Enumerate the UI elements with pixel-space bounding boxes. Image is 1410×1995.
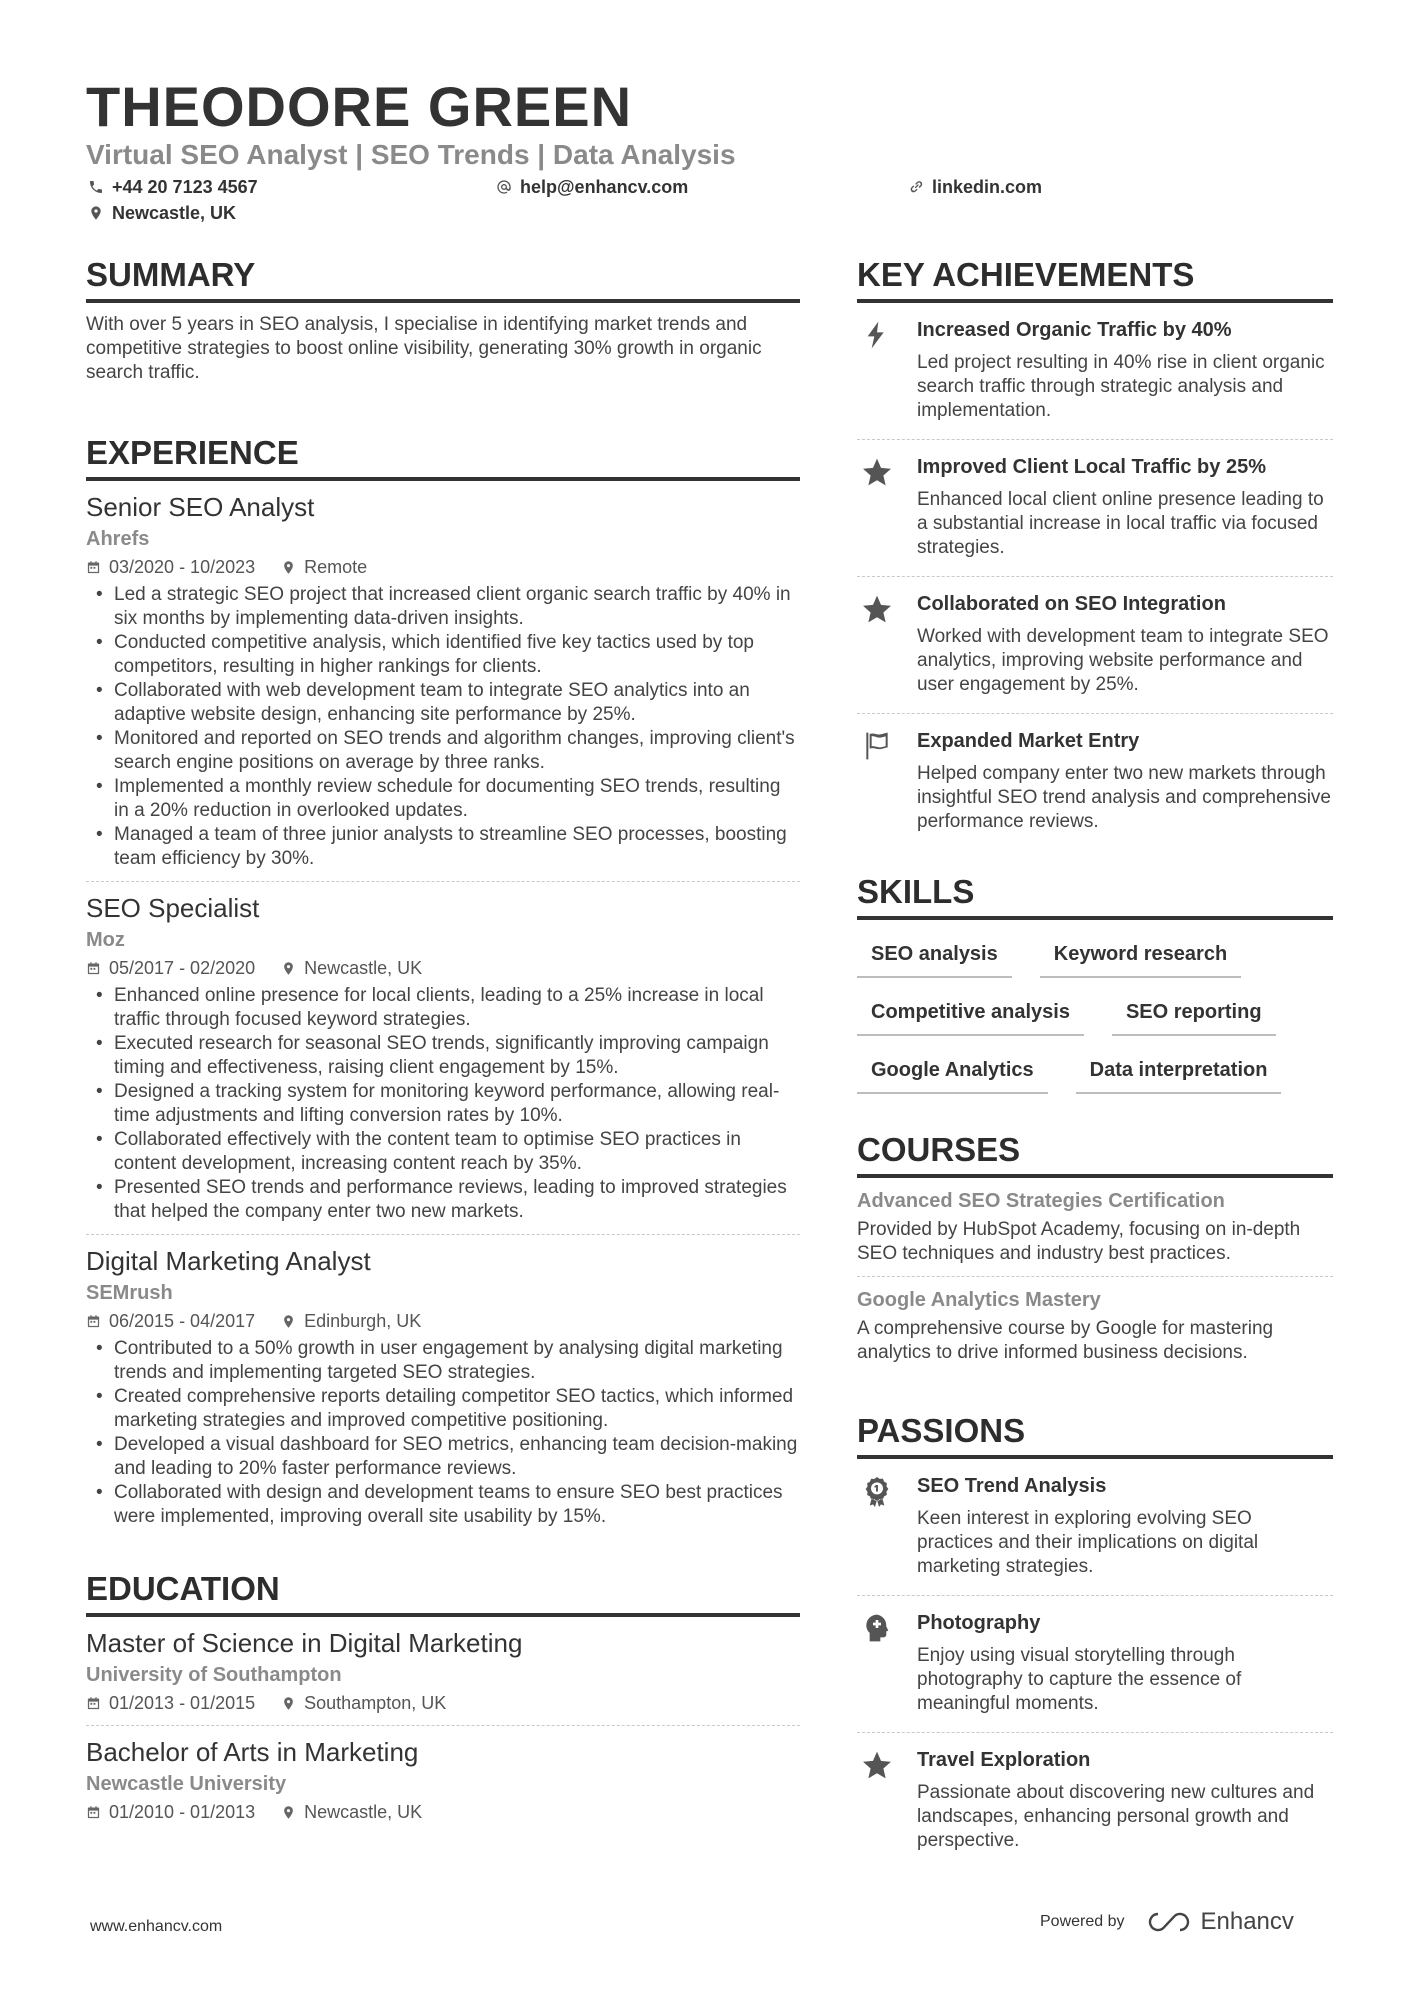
bolt-icon [861, 319, 893, 351]
skill-tag: Keyword research [1040, 934, 1241, 978]
location-pin-icon [281, 560, 296, 575]
brand-name: Enhancv [1200, 1908, 1294, 1935]
achievement-description: Helped company enter two new markets through insightful SEO trend analysis and comprehensive performance reviews. [917, 763, 1332, 832]
course-item [857, 1277, 1333, 1375]
education-heading: EDUCATION [86, 1569, 800, 1617]
summary-text: With over 5 years in SEO analysis, I specialise in identifying market trends and competitive strategies to boost online visibility, generating 30% growth in organic search traffic. [86, 314, 762, 383]
job-location [281, 956, 422, 980]
passion-title: SEO Trend Analysis [917, 1475, 1107, 1497]
skills-list [857, 934, 1333, 1108]
job-dates [86, 1309, 255, 1333]
footer-branding [1040, 1908, 1294, 1936]
job-meta [86, 555, 800, 579]
bullet-item: • Created comprehensive reports detailing competitor SEO tactics, which informed marketing strategies and improved competitive positioning. [86, 1385, 800, 1433]
phone-icon [88, 179, 104, 195]
skill-tag: Data interpretation [1076, 1050, 1282, 1094]
education-meta [86, 1800, 800, 1824]
achievement-title: Collaborated on SEO Integration [917, 593, 1226, 615]
passion-item [857, 1596, 1333, 1733]
passion-description: Passionate about discovering new cultures and landscapes, enhancing personal growth and perspective. [917, 1782, 1315, 1851]
school-name: University of Southampton [86, 1664, 342, 1686]
achievements-section [857, 255, 1333, 850]
bullet-item: • Led a strategic SEO project that increased client organic search traffic by 40% in six months by implementing data-driven insights. [86, 583, 800, 631]
job-location-text: Newcastle, UK [304, 958, 423, 978]
linkedin-text: linkedin.com [932, 177, 1043, 197]
achievements-heading: KEY ACHIEVEMENTS [857, 255, 1333, 303]
courses-heading: COURSES [857, 1130, 1333, 1178]
course-description: A comprehensive course by Google for mastering analytics to drive informed business decisions. [857, 1318, 1274, 1363]
skill-tag: SEO reporting [1112, 992, 1276, 1036]
achievement-title: Expanded Market Entry [917, 730, 1140, 752]
course-title: Google Analytics Mastery [857, 1289, 1101, 1311]
job-bullets [86, 583, 800, 871]
job-title: SEO Specialist [86, 893, 260, 923]
job-location-text: Remote [304, 557, 368, 577]
job-location [281, 555, 367, 579]
job-entry [86, 481, 800, 882]
calendar-icon [86, 1696, 101, 1711]
candidate-tagline: Virtual SEO Analyst | SEO Trends | Data Analysis [86, 139, 736, 170]
job-dates [86, 555, 255, 579]
job-dates-text: 06/2015 - 04/2017 [109, 1311, 256, 1331]
bullet-item: • Developed a visual dashboard for SEO metrics, enhancing team decision-making and leading to 20% faster performance reviews. [86, 1433, 800, 1481]
passion-description: Enjoy using visual storytelling through photography to capture the essence of meaningful moments. [917, 1645, 1242, 1714]
calendar-icon [86, 1805, 101, 1820]
passion-title: Photography [917, 1612, 1041, 1634]
job-location [281, 1309, 421, 1333]
job-meta [86, 1309, 800, 1333]
location-pin-icon [88, 205, 104, 221]
award-icon [861, 1475, 893, 1507]
passions-heading: PASSIONS [857, 1411, 1333, 1459]
education-dates [86, 1691, 255, 1715]
achievement-description: Led project resulting in 40% rise in client organic search traffic through strategic analysis and implementation. [917, 352, 1325, 421]
footer-website[interactable]: www.enhancv.com [90, 1918, 223, 1935]
enhancv-logo-icon [1147, 1910, 1191, 1934]
education-location-text: Newcastle, UK [304, 1802, 423, 1822]
job-dates [86, 956, 255, 980]
bullet-item: • Managed a team of three junior analysts to streamline SEO processes, boosting team efficiency by 30%. [86, 823, 800, 871]
bullet-item: • Collaborated with web development team to integrate SEO analytics into an adaptive website design, enhancing site performance by 25%. [86, 679, 800, 727]
achievement-item [857, 440, 1333, 577]
skills-section [857, 872, 1333, 1108]
education-location-text: Southampton, UK [304, 1693, 447, 1713]
contact-phone [88, 176, 258, 198]
job-bullets [86, 1337, 800, 1529]
job-entry [86, 882, 800, 1235]
course-description: Provided by HubSpot Academy, focusing on in-depth SEO techniques and industry best practices. [857, 1219, 1301, 1264]
location-pin-icon [281, 961, 296, 976]
bullet-item: • Implemented a monthly review schedule for documenting SEO trends, resulting in a 20% reduction in overlooked updates. [86, 775, 800, 823]
achievement-item [857, 577, 1333, 714]
passion-description: Keen interest in exploring evolving SEO practices and their implications on digital marketing strategies. [917, 1508, 1259, 1577]
job-title: Digital Marketing Analyst [86, 1246, 371, 1276]
company-name: SEMrush [86, 1282, 173, 1304]
education-dates-text: 01/2013 - 01/2015 [109, 1693, 256, 1713]
school-name: Newcastle University [86, 1773, 287, 1795]
skill-tag: Google Analytics [857, 1050, 1048, 1094]
job-dates-text: 05/2017 - 02/2020 [109, 958, 256, 978]
passions-section [857, 1411, 1333, 1869]
education-dates [86, 1800, 255, 1824]
education-entry [86, 1617, 800, 1726]
passion-item [857, 1733, 1333, 1869]
bullet-item: • Collaborated with design and development teams to ensure SEO best practices were implemented, improving overall site usability by 15%. [86, 1481, 800, 1529]
job-bullets [86, 984, 800, 1224]
bullet-item: • Conducted competitive analysis, which identified five key tactics used by top competitors, resulting in higher rankings for clients. [86, 631, 800, 679]
courses-section [857, 1130, 1333, 1375]
phone-text: +44 20 7123 4567 [112, 177, 258, 197]
calendar-icon [86, 1314, 101, 1329]
education-location [281, 1800, 422, 1824]
achievement-description: Enhanced local client online presence leading to a substantial increase in local traffic via focused strategies. [917, 489, 1324, 558]
location-text: Newcastle, UK [112, 203, 237, 223]
achievement-item [857, 303, 1333, 440]
summary-heading: SUMMARY [86, 255, 800, 303]
education-entry [86, 1726, 800, 1834]
powered-by-label: Powered by [1040, 1913, 1125, 1930]
contact-location [88, 202, 236, 224]
at-icon [496, 179, 512, 195]
email-text: help@enhancv.com [520, 177, 689, 197]
education-location [281, 1691, 446, 1715]
star-icon [861, 1749, 893, 1781]
bullet-item: • Presented SEO trends and performance reviews, leading to improved strategies that helped the company enter two new markets. [86, 1176, 800, 1224]
head-icon [861, 1612, 893, 1644]
skills-heading: SKILLS [857, 872, 1333, 920]
calendar-icon [86, 961, 101, 976]
brand-logo[interactable] [1147, 1908, 1294, 1936]
bullet-item: • Designed a tracking system for monitoring keyword performance, allowing real-time adjustments and lifting conversion rates by 10%. [86, 1080, 800, 1128]
bullet-item: • Monitored and reported on SEO trends and algorithm changes, improving client's search engine positions on average by three ranks. [86, 727, 800, 775]
education-dates-text: 01/2010 - 01/2013 [109, 1802, 256, 1822]
location-pin-icon [281, 1696, 296, 1711]
achievement-item [857, 714, 1333, 850]
achievement-title: Increased Organic Traffic by 40% [917, 319, 1232, 341]
company-name: Ahrefs [86, 528, 150, 550]
bullet-item: • Executed research for seasonal SEO trends, significantly improving campaign timing and effectiveness, raising client engagement by 15%. [86, 1032, 800, 1080]
bullet-item: • Contributed to a 50% growth in user engagement by analysing digital marketing trends and implementing targeted SEO strategies. [86, 1337, 800, 1385]
star-icon [861, 593, 893, 625]
location-pin-icon [281, 1805, 296, 1820]
bullet-item: • Collaborated effectively with the content team to optimise SEO practices in content development, increasing content reach by 35%. [86, 1128, 800, 1176]
flag-icon [861, 730, 893, 762]
contact-email[interactable] [496, 176, 688, 198]
course-title: Advanced SEO Strategies Certification [857, 1190, 1225, 1212]
skill-tag: SEO analysis [857, 934, 1012, 978]
company-name: Moz [86, 929, 125, 951]
course-item [857, 1178, 1333, 1277]
job-dates-text: 03/2020 - 10/2023 [109, 557, 256, 577]
summary-section [86, 255, 800, 385]
link-icon [908, 179, 924, 195]
passion-item [857, 1459, 1333, 1596]
passion-title: Travel Exploration [917, 1749, 1091, 1771]
education-meta [86, 1691, 800, 1715]
location-pin-icon [281, 1314, 296, 1329]
education-section [86, 1569, 800, 1834]
experience-section [86, 433, 800, 1539]
achievement-title: Improved Client Local Traffic by 25% [917, 456, 1266, 478]
experience-heading: EXPERIENCE [86, 433, 800, 481]
calendar-icon [86, 560, 101, 575]
achievement-description: Worked with development team to integrate SEO analytics, improving website performance and user engagement by 25%. [917, 626, 1329, 695]
job-title: Senior SEO Analyst [86, 492, 315, 522]
skill-tag: Competitive analysis [857, 992, 1084, 1036]
candidate-name: THEODORE GREEN [86, 75, 633, 138]
contact-linkedin[interactable] [908, 176, 1042, 198]
degree-title: Bachelor of Arts in Marketing [86, 1737, 419, 1767]
job-entry [86, 1235, 800, 1539]
left-column [86, 255, 800, 1834]
job-meta [86, 956, 800, 980]
star-icon [861, 456, 893, 488]
bullet-item: • Enhanced online presence for local clients, leading to a 25% increase in local traffic through focused keyword strategies. [86, 984, 800, 1032]
job-location-text: Edinburgh, UK [304, 1311, 422, 1331]
degree-title: Master of Science in Digital Marketing [86, 1628, 523, 1658]
right-column [857, 255, 1333, 1869]
